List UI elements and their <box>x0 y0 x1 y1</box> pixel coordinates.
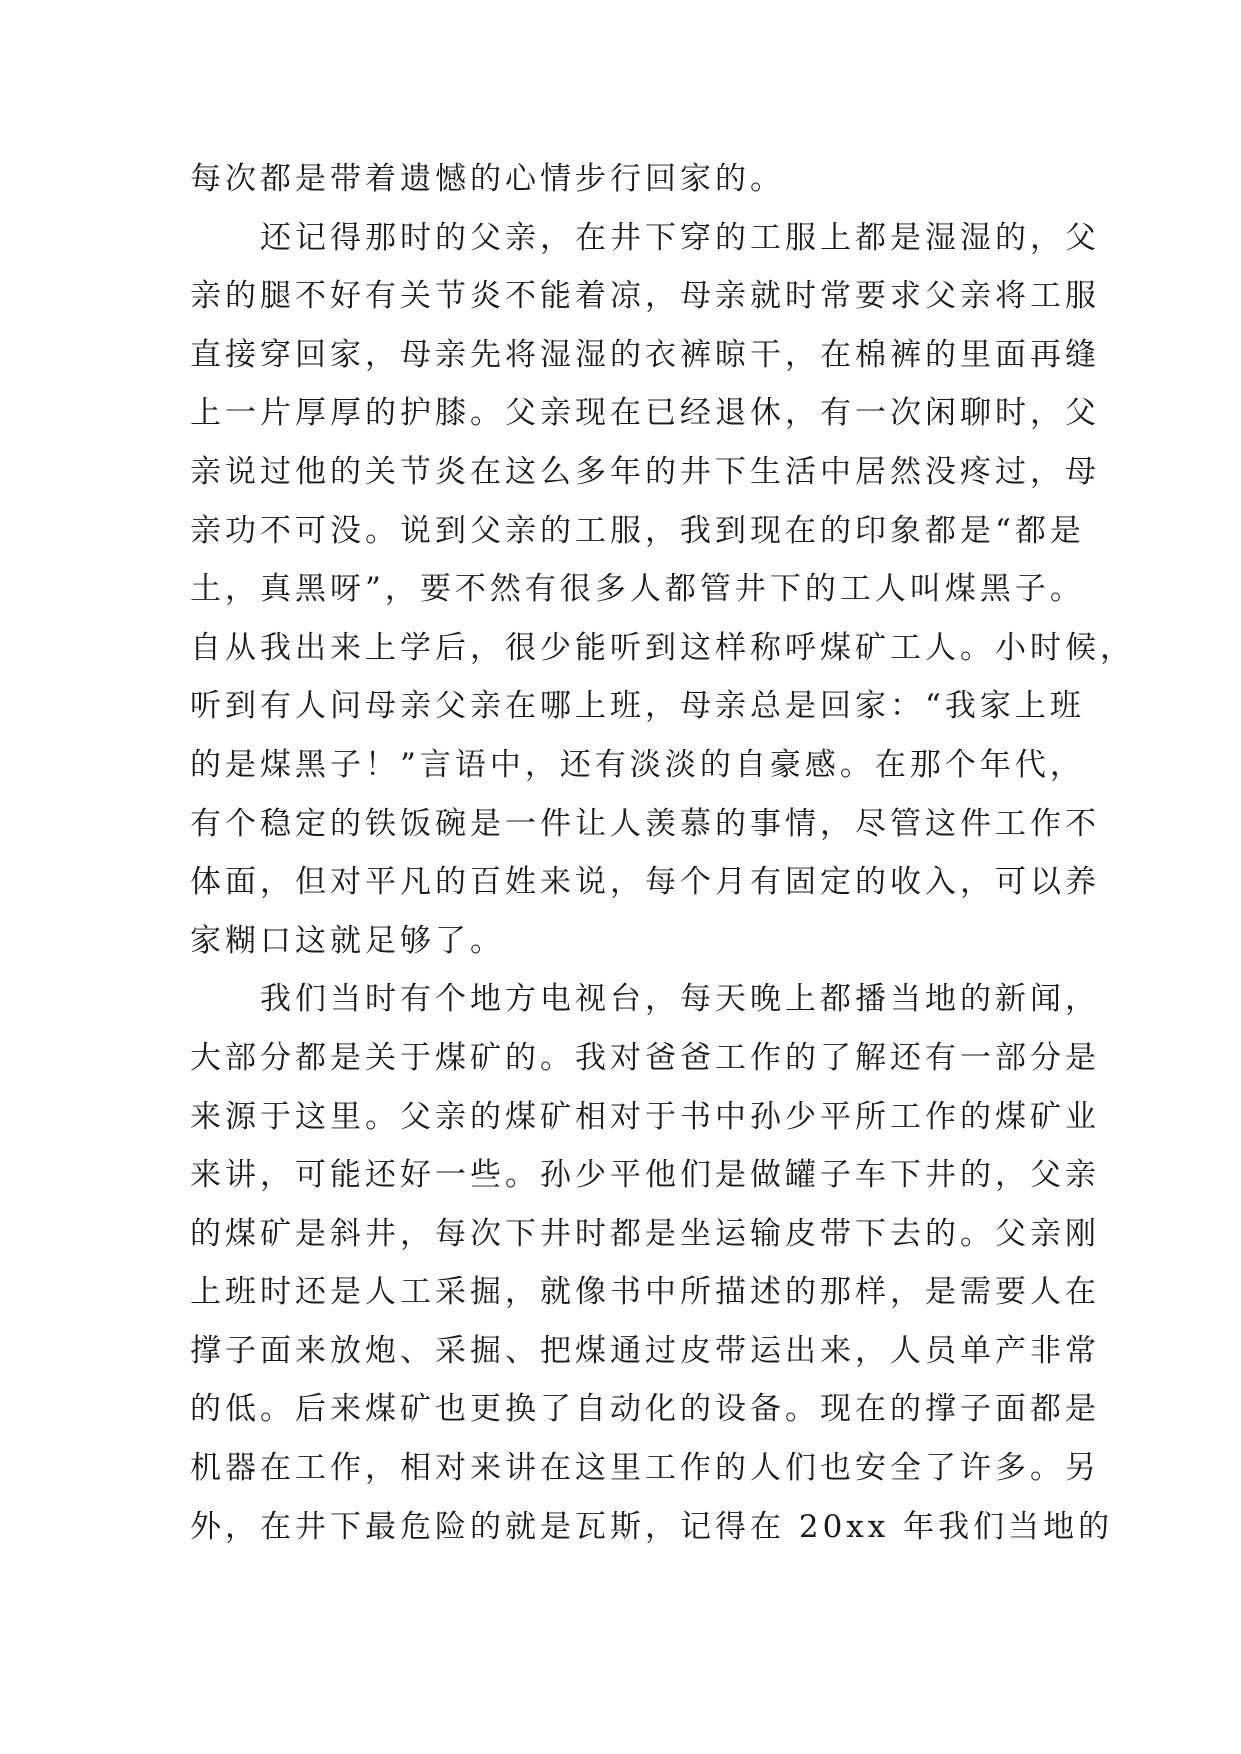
body-text <box>190 150 1135 1556</box>
text-line: 家糊口这就足够了。 <box>190 922 505 959</box>
text-line: 听到有人问母亲父亲在哪上班，母亲总是回家：“我家上班 <box>190 688 1085 725</box>
text-line: 亲功不可没。说到父亲的工服，我到现在的印象都是“都是 <box>190 512 1085 549</box>
text-line: 自从我出来上学后，很少能听到这样称呼煤矿工人。小时候， <box>190 629 1135 666</box>
paragraph-start-line: 还记得那时的父亲，在井下穿的工服上都是湿湿的，父 <box>260 219 1100 256</box>
text-line: 亲的腿不好有关节炎不能着凉，母亲就时常要求父亲将工服 <box>190 278 1100 315</box>
text-line: 的煤矿是斜井，每次下井时都是坐运输皮带下去的。父亲刚 <box>190 1215 1100 1252</box>
text-line: 的低。后来煤矿也更换了自动化的设备。现在的撑子面都是 <box>190 1391 1100 1428</box>
text-line: 来讲，可能还好一些。孙少平他们是做罐子车下井的，父亲 <box>190 1157 1100 1194</box>
text-line: 外，在井下最危险的就是瓦斯，记得在 20xx 年我们当地的 <box>190 1508 1114 1545</box>
text-line: 每次都是带着遗憾的心情步行回家的。 <box>190 161 785 197</box>
text-line: 上班时还是人工采掘，就像书中所描述的那样，是需要人在 <box>190 1274 1100 1311</box>
text-line: 的是煤黑子！”言语中，还有淡淡的自豪感。在那个年代， <box>190 746 1085 783</box>
text-line: 机器在工作，相对来讲在这里工作的人们也安全了许多。另 <box>190 1450 1100 1487</box>
paragraph-start-line: 我们当时有个地方电视台，每天晚上都播当地的新闻， <box>260 981 1100 1018</box>
text-line: 有个稳定的铁饭碗是一件让人羡慕的事情，尽管这件工作不 <box>190 805 1100 842</box>
text-line: 土，真黑呀”，要不然有很多人都管井下的工人叫煤黑子。 <box>190 571 1085 608</box>
text-line: 亲说过他的关节炎在这么多年的井下生活中居然没疼过，母 <box>190 453 1100 490</box>
text-line: 撑子面来放炮、采掘、把煤通过皮带运出来，人员单产非常 <box>190 1332 1100 1369</box>
text-line: 体面，但对平凡的百姓来说，每个月有固定的收入，可以养 <box>190 864 1100 901</box>
text-line: 直接穿回家，母亲先将湿湿的衣裤晾干，在棉裤的里面再缝 <box>190 336 1100 373</box>
text-line: 上一片厚厚的护膝。父亲现在已经退休，有一次闲聊时，父 <box>190 395 1100 432</box>
text-line: 来源于这里。父亲的煤矿相对于书中孙少平所工作的煤矿业 <box>190 1098 1100 1135</box>
text-line: 大部分都是关于煤矿的。我对爸爸工作的了解还有一部分是 <box>190 1039 1100 1076</box>
